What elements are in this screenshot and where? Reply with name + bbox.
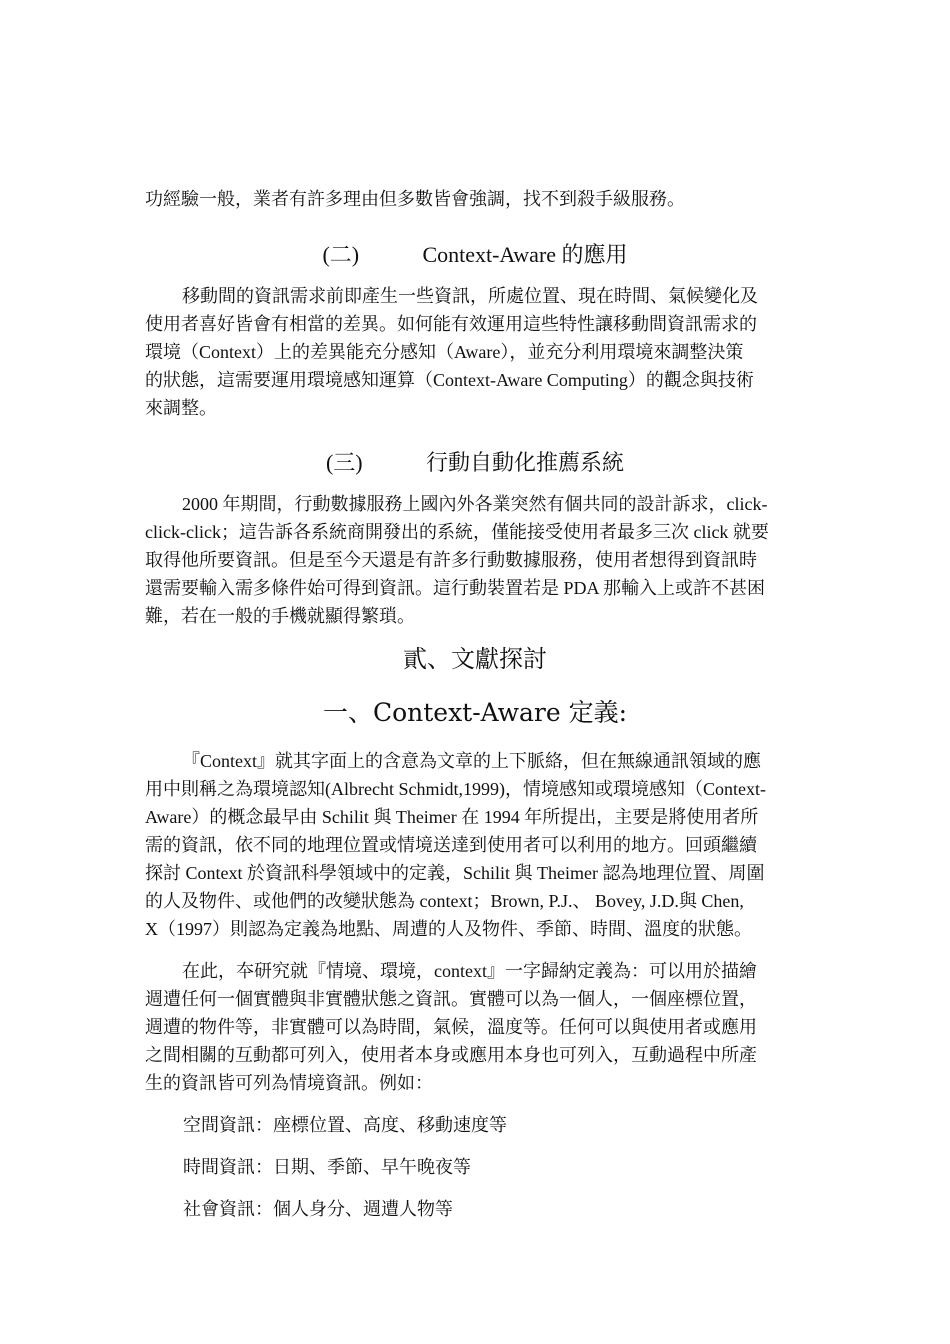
text-line: 生的資訊皆可列為情境資訊。例如： — [145, 1073, 433, 1093]
text-line: 的人及物件、或他們的改變狀態為 context；Brown, P.J.、 Bovey, J.D.與 Chen, — [145, 891, 744, 911]
heading-number: (二) — [322, 242, 360, 267]
text-line: 需的資訊，依不同的地理位置或情境送達到使用者可以利用的地方。回頭繼續 — [145, 835, 757, 855]
text-line: 『Context』就其字面上的含意為文章的上下脈絡，但在無線通訊領域的應 — [182, 751, 761, 771]
paragraph-carryover — [145, 185, 810, 213]
paragraph-context-summary — [145, 957, 810, 1097]
heading-title: 行動自動化推薦系統 — [425, 450, 624, 475]
paragraph-context-definition — [145, 747, 810, 943]
text-line: 週遭任何一個實體與非實體狀態之資訊。實體可以為一個人，一個座標位置， — [145, 989, 757, 1009]
text-line: 難，若在一般的手機就顯得繁瑣。 — [145, 606, 415, 626]
text-line: 移動間的資訊需求前即產生一些資訊，所處位置、現在時間、氣候變化及 — [182, 286, 758, 306]
text-line: 功經驗一般，業者有許多理由但多數皆會強調，找不到殺手級服務。 — [145, 189, 685, 209]
chapter-heading — [0, 645, 950, 675]
text-line: 的狀態，這需要運用環境感知運算（Context-Aware Computing）的觀念與技術 — [145, 370, 754, 390]
section-heading-3 — [0, 448, 950, 478]
subsection-heading — [0, 696, 950, 730]
list-item-temporal: 時間資訊：日期、季節、早午晚夜等 — [183, 1157, 471, 1177]
text-line: 2000 年期間，行動數據服務上國內外各業突然有個共同的設計訴求，click- — [182, 494, 768, 514]
heading-title: 一、Context-Aware 定義: — [322, 698, 628, 727]
text-line: X（1997）則認為定義為地點、周遭的人及物件、季節、時間、溫度的狀態。 — [145, 919, 752, 939]
text-line: 探討 Context 於資訊科學領域中的定義，Schilit 與 Theimer 認為地理位置、周圍 — [145, 863, 765, 883]
text-line: Aware）的概念最早由 Schilit 與 Theimer 在 1994 年所提出，主要是將使用者所 — [145, 807, 759, 827]
text-line: 環境（Context）上的差異能充分感知（Aware），並充分利用環境來調整決策 — [145, 342, 744, 362]
text-line: 在此，夲研究就『情境、環境，context』一字歸納定義為：可以用於描繪 — [182, 961, 757, 981]
section-heading-2 — [0, 240, 950, 270]
paragraph-context-aware-application — [145, 282, 810, 422]
list-item-spatial: 空間資訊：座標位置、高度、移動速度等 — [183, 1115, 507, 1135]
text-line: click-click；這告訴各系統商開發出的系統，僅能接受使用者最多三次 click 就要 — [145, 522, 769, 542]
text-line: 用中則稱之為環境認知(Albrecht Schmidt,1999)，情境感知或環境感知（Context- — [145, 779, 766, 799]
text-line: 週遭的物件等，非實體可以為時間，氣候，溫度等。任何可以與使用者或應用 — [145, 1017, 757, 1037]
text-line: 使用者喜好皆會有相當的差異。如何能有效運用這些特性讓移動間資訊需求的 — [145, 314, 757, 334]
paragraph-mobile-recommendation — [145, 490, 810, 630]
heading-title: Context-Aware 的應用 — [422, 242, 628, 267]
text-line: 取得他所要資訊。但是至今天還是有許多行動數據服務，使用者想得到資訊時 — [145, 550, 757, 570]
heading-number: (三) — [325, 450, 363, 475]
text-line: 來調整。 — [145, 398, 217, 418]
list-item-social: 社會資訊：個人身分、週遭人物等 — [183, 1199, 453, 1219]
heading-title: 貳、文獻探討 — [403, 647, 547, 673]
text-line: 還需要輸入需多條件始可得到資訊。這行動裝置若是 PDA 那輸入上或許不甚困 — [145, 578, 766, 598]
text-line: 之間相關的互動都可列入，使用者本身或應用本身也可列入，互動過程中所產 — [145, 1045, 757, 1065]
